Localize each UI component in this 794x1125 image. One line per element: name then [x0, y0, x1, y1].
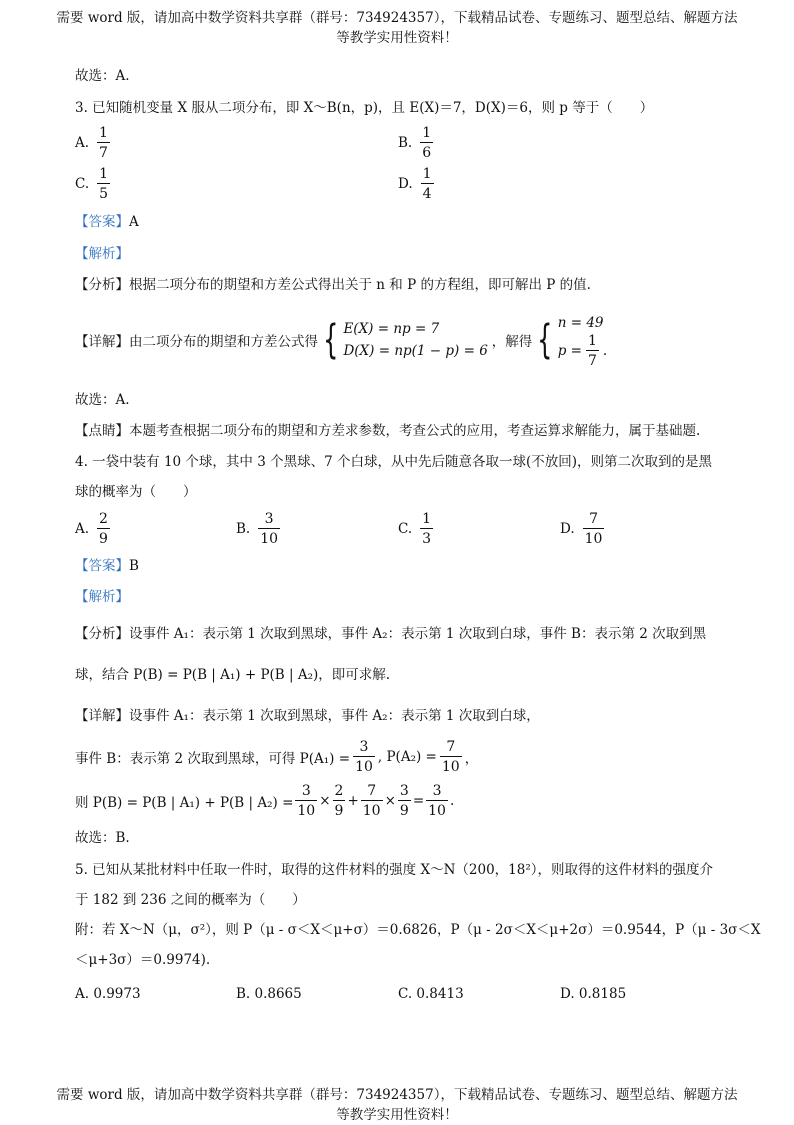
q5-note-2: ＜μ+3σ）＝0.9974).: [75, 952, 211, 968]
solution-2: p = $\frac{1}{7}$ .: [557, 333, 608, 369]
equation-1: E(X) = np = 7: [343, 321, 440, 337]
q5-option-c: C. 0.8413: [398, 986, 464, 1002]
footer-line-1: 需要 word 版，请加高中数学资料共享群（群号：734924357），下载精品试卷、专题练习、题型总结、解题方法: [56, 1087, 738, 1103]
q4-choice: 故选：B.: [75, 830, 130, 846]
q3-option-d: [398, 167, 434, 201]
q3-answer: [75, 212, 139, 232]
equation-2: D(X) = np(1 − p) = 6: [343, 343, 488, 359]
q4-xiangjie-1: 【详解】设事件 A₁：表示第 1 次取到黑球，事件 A₂：表示第 1 次取到白球，: [75, 708, 540, 724]
q5-stem-2: 于 182 到 236 之间的概率为（ ）: [75, 892, 306, 908]
q3-stem: 3. 已知随机变量 X 服从二项分布，即 X～B(n，p)，且 E(X)＝7，D(X)＝6，则 p 等于（ ）: [75, 100, 654, 116]
header-line-1: 需要 word 版，请加高中数学资料共享群（群号：734924357），下载精品试卷、专题练习、题型总结、解题方法: [56, 10, 738, 26]
q5-option-d: D. 0.8185: [560, 986, 627, 1002]
q3-option-a: [75, 126, 110, 160]
option-fraction: $\frac{1}{7}$: [99, 125, 108, 161]
answer-tag: 【答案】: [75, 214, 129, 230]
option-label: C.: [75, 176, 90, 192]
q4-stem-1: 4. 一袋中装有 10 个球，其中 3 个黑球、7 个白球，从中先后随意各取一球(不放回)，则第二次取到的是黑: [75, 454, 713, 470]
q5-option-a: A. 0.9973: [75, 986, 141, 1002]
q5-note-1: 附：若 X～N（μ，σ²），则 P（μ - σ＜X＜μ+σ）＝0.6826，P（μ - 2σ＜X＜μ+2σ）＝0.9544，P（μ - 3σ＜X: [75, 922, 761, 938]
option-label: D.: [398, 176, 413, 192]
equation-system: [343, 318, 487, 362]
q3-fenxi: 【分析】根据二项分布的期望和方差公式得出关于 n 和 P 的方程组，即可解出 P 的值.: [75, 277, 591, 293]
solution-system: [558, 312, 607, 368]
q3-dianjing: 【点睛】本题考查根据二项分布的期望和方差求参数，考查公式的应用，考查运算求解能力，属于基础题.: [75, 423, 701, 439]
q3-option-c: [75, 167, 110, 201]
q4-option-d: D. $\frac{7}{10}$: [560, 511, 603, 547]
xiangjie-lead: 【详解】由二项分布的期望和方差公式得: [75, 334, 318, 350]
q4-xiangjie-2: 事件 B：表示第 2 次取到黑球，可得 P(A₁) = $\frac{3}{10}$ , P(A₂) = $\frac{7}{10}$ ，: [75, 739, 479, 775]
solution-1: n = 49: [557, 315, 604, 331]
q5-option-b: B. 0.8665: [236, 986, 302, 1002]
q4-fenxi-2: 球，结合 P(B) = P(B | A₁) + P(B | A₂)，即可求解.: [75, 667, 391, 683]
q4-option-c: C. $\frac{1}{3}$: [398, 511, 432, 547]
q4-answer: 【答案】B: [75, 558, 139, 574]
option-fraction: $\frac{1}{6}$: [422, 125, 432, 161]
q3-xiangjie: [75, 312, 607, 368]
q2-choice: 故选：A.: [75, 68, 130, 84]
left-brace-icon: {: [537, 317, 553, 363]
footer-line-2: 等教学实用性资料！: [336, 1107, 458, 1123]
option-fraction: $\frac{1}{5}$: [99, 166, 109, 202]
option-label: B.: [398, 135, 413, 151]
header-line-2: 等教学实用性资料！: [336, 30, 458, 46]
q3-choice: 故选：A.: [75, 392, 130, 408]
q4-fenxi-1: 【分析】设事件 A₁：表示第 1 次取到黑球，事件 A₂：表示第 1 次取到白球，事件 B：表示第 2 次取到黑: [75, 626, 707, 642]
q3-option-b: [398, 126, 433, 160]
q4-xiangjie-3: 则 P(B) = P(B | A₁) + P(B | A₂) = $\frac{3}{10}$ × $\frac{2}{9}$ + $\frac{7}{10}$ × $\frac{3}{9}$ = $\frac{3}{10}$ .: [75, 783, 455, 819]
page-footer: [0, 1085, 794, 1125]
q5-stem-1: 5. 已知从某批材料中任取一件时，取得的这件材料的强度 X～N（200，18²），则取得的这件材料的强度介: [75, 862, 713, 878]
q3-analysis-tag: 【解析】: [75, 246, 129, 262]
left-brace-icon: {: [323, 317, 339, 363]
q4-option-a: A. $\frac{2}{9}$: [75, 511, 108, 547]
answer-value: A: [129, 214, 139, 230]
option-label: A.: [75, 135, 90, 151]
solve-lead: ，解得: [491, 334, 533, 350]
page-header: [0, 8, 794, 48]
option-fraction: $\frac{1}{4}$: [422, 166, 432, 202]
q4-analysis-tag: 【解析】: [75, 589, 129, 605]
q4-option-b: B. $\frac{3}{10}$: [236, 511, 279, 547]
q4-stem-2: 球的概率为（ ）: [75, 484, 197, 500]
